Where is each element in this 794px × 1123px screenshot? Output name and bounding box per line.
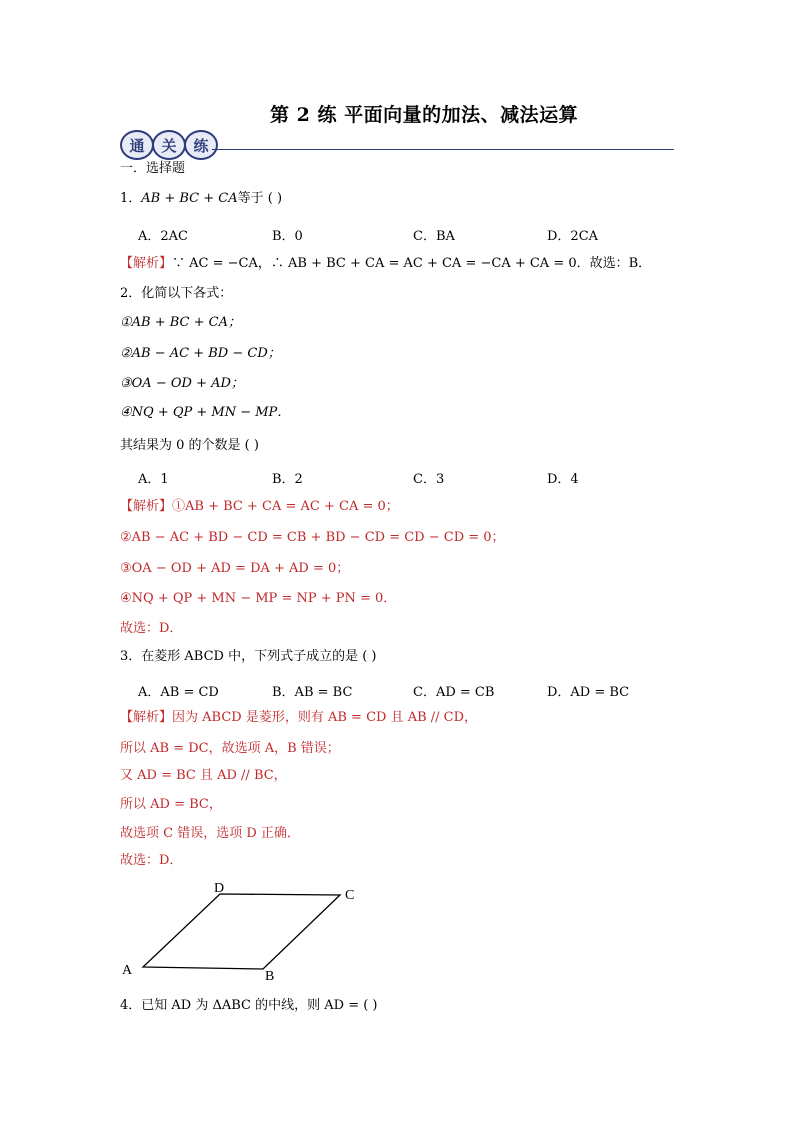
vertex-label-d: D (214, 881, 225, 896)
q3-stem: 3．在菱形 ABCD 中，下列式子成立的是 ( ) (120, 649, 377, 664)
q2-item-3: ③OA − OD + AD； (120, 376, 244, 391)
analysis-tag: 【解析】 (120, 256, 173, 271)
q2-option-a: A．1 (138, 472, 169, 487)
q1-analysis: 【解析】∵ AC = −CA，∴ AB + BC + CA = AC + CA = −CA + CA = 0．故选：B． (120, 256, 652, 271)
q2-option-b: B．2 (272, 472, 303, 487)
q3-analysis-1: 【解析】因为 ABCD 是菱形，则有 AB = CD 且 AB // CD， (120, 710, 478, 725)
q3-answer: 故选：D． (120, 853, 183, 868)
badge-char: 练 (184, 130, 218, 160)
vertex-label-b: B (265, 969, 275, 984)
q3-analysis-3: 又 AD = BC 且 AD // BC， (120, 768, 287, 783)
analysis-tag: 【解析】 (120, 499, 173, 514)
q3-analysis-2: 所以 AB = DC，故选项 A，B 错误； (120, 741, 340, 756)
q2-option-c: C．3 (413, 472, 445, 487)
rhombus-figure (115, 875, 375, 985)
q2-analysis-2: ②AB − AC + BD − CD = CB + BD − CD = CD − CD = 0； (120, 530, 505, 545)
q3-option-b: B．AB = BC (272, 685, 353, 700)
q3-option-a: A．AB = CD (138, 685, 219, 700)
vertex-label-c: C (345, 888, 355, 903)
q3-analysis-4: 所以 AD = BC， (120, 797, 222, 812)
page-title: 第 2 练 平面向量的加法、减法运算 (270, 104, 579, 126)
q2-answer: 故选：D． (120, 621, 183, 636)
q1-option-b: B．0 (272, 229, 303, 244)
q2-analysis-3: ③OA − OD + AD = DA + AD = 0； (120, 561, 350, 576)
q2-option-d: D．4 (547, 472, 579, 487)
section-heading: 一．选择题 (120, 161, 186, 176)
q1-option-d: D．2CA (547, 229, 599, 244)
q2-item-4: ④NQ + QP + MN − MP． (120, 405, 291, 420)
q1-expression: AB + BC + CA (141, 191, 238, 206)
q2-item-1: ①AB + BC + CA； (120, 315, 241, 330)
q3-option-d: D．AD = BC (547, 685, 630, 700)
analysis-tag: 【解析】 (120, 710, 173, 725)
q2-stem: 2．化简以下各式： (120, 286, 233, 301)
rhombus-shape (143, 894, 340, 969)
q2-analysis-1: 【解析】①AB + BC + CA = AC + CA = 0； (120, 499, 399, 514)
badge-char: 关 (152, 130, 186, 160)
q4-stem: 4．已知 AD 为 ΔABC 的中线，则 AD = ( ) (120, 998, 378, 1013)
q2-analysis-4: ④NQ + QP + MN − MP = NP + PN = 0． (120, 591, 397, 606)
tongguanlian-badge (120, 130, 216, 160)
q2-item-2: ②AB − AC + BD − CD； (120, 346, 281, 361)
q2-ask: 其结果为 0 的个数是 ( ) (120, 438, 259, 453)
q3-option-c: C．AD = CB (413, 685, 495, 700)
q1-stem: 1．AB + BC + CA等于 ( ) (120, 191, 283, 206)
q3-analysis-5: 故选项 C 错误，选项 D 正确． (120, 826, 300, 841)
q1-option-a: A．2AC (138, 229, 188, 244)
vertex-label-a: A (122, 963, 133, 978)
badge-char: 通 (120, 130, 154, 160)
q1-option-c: C．BA (413, 229, 455, 244)
header-rule (212, 149, 674, 150)
